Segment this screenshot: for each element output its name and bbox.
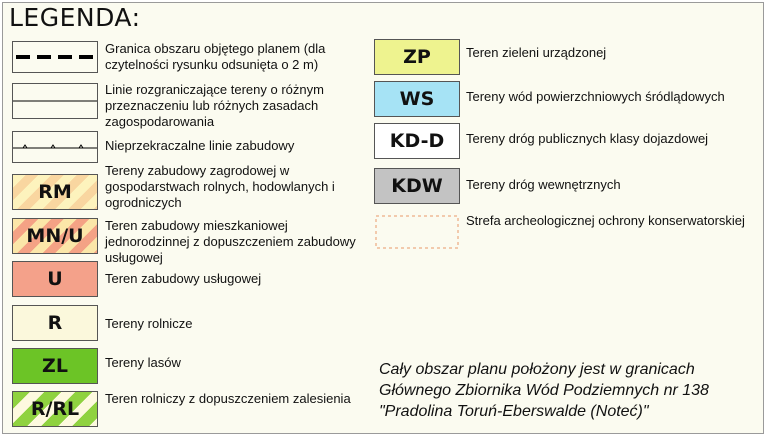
building-line-symbol (12, 131, 98, 163)
legend-title: LEGENDA: (9, 3, 141, 32)
r-symbol: R (12, 305, 98, 341)
rm-symbol: RM (12, 174, 98, 210)
zl-label: Tereny lasów (105, 355, 181, 370)
dividing-line-label: Linie rozgraniczające tereny o różnym przeznaczeniu lub różnych zasadach zagospodarowania (105, 82, 324, 129)
rrl-label: Teren rolniczy z dopuszczeniem zalesienia (105, 391, 351, 406)
archaeology-zone-symbol (374, 214, 460, 250)
dividing-line-symbol (12, 83, 98, 119)
r-label: Tereny rolnicze (105, 316, 193, 331)
dotted-rectangle-icon (374, 214, 460, 250)
kdw-label: Tereny dróg wewnętrznych (466, 177, 621, 192)
dashed-line-icon (13, 42, 97, 72)
groundwater-note (379, 359, 709, 422)
u-symbol: U (12, 261, 98, 297)
u-label: Teren zabudowy usługowej (105, 271, 262, 286)
ws-label: Tereny wód powierzchniowych śródlądowych (466, 89, 725, 104)
boundary-line-symbol (12, 41, 98, 73)
building-line-label: Nieprzekraczalne linie zabudowy (105, 138, 295, 153)
zp-symbol: ZP (374, 39, 460, 75)
archaeology-zone-label: Strefa archeologicznej ochrony konserwatorskiej (466, 213, 745, 228)
kdd-label: Tereny dróg publicznych klasy dojazdowej (466, 131, 709, 146)
legend-panel (2, 2, 764, 434)
rrl-symbol: R/RL (12, 391, 98, 427)
ws-symbol: WS (374, 81, 460, 117)
rm-label: Tereny zabudowy zagrodowej w gospodarstwach rolnych, hodowlanych i ogrodniczych (105, 163, 335, 210)
note-line-3: "Pradolina Toruń-Eberswalde (Noteć)" (379, 403, 649, 420)
kdw-symbol: KDW (374, 168, 460, 204)
building-line-icon (13, 132, 97, 162)
mnu-label: Teren zabudowy mieszkaniowej jednorodzinnej z dopuszczeniem zabudowy usługowej (105, 218, 356, 265)
note-line-1: Cały obszar planu położony jest w granicach (379, 361, 695, 378)
mnu-symbol: MN/U (12, 218, 98, 254)
boundary-line-label: Granica obszaru objętego planem (dla czytelności rysunku odsunięta o 2 m) (105, 41, 326, 72)
zl-symbol: ZL (12, 348, 98, 384)
note-line-2: Głównego Zbiornika Wód Podziemnych nr 138 (379, 382, 709, 399)
thin-line-icon (13, 84, 97, 118)
kdd-symbol: KD-D (374, 123, 460, 159)
zp-label: Teren zieleni urządzonej (466, 45, 607, 60)
